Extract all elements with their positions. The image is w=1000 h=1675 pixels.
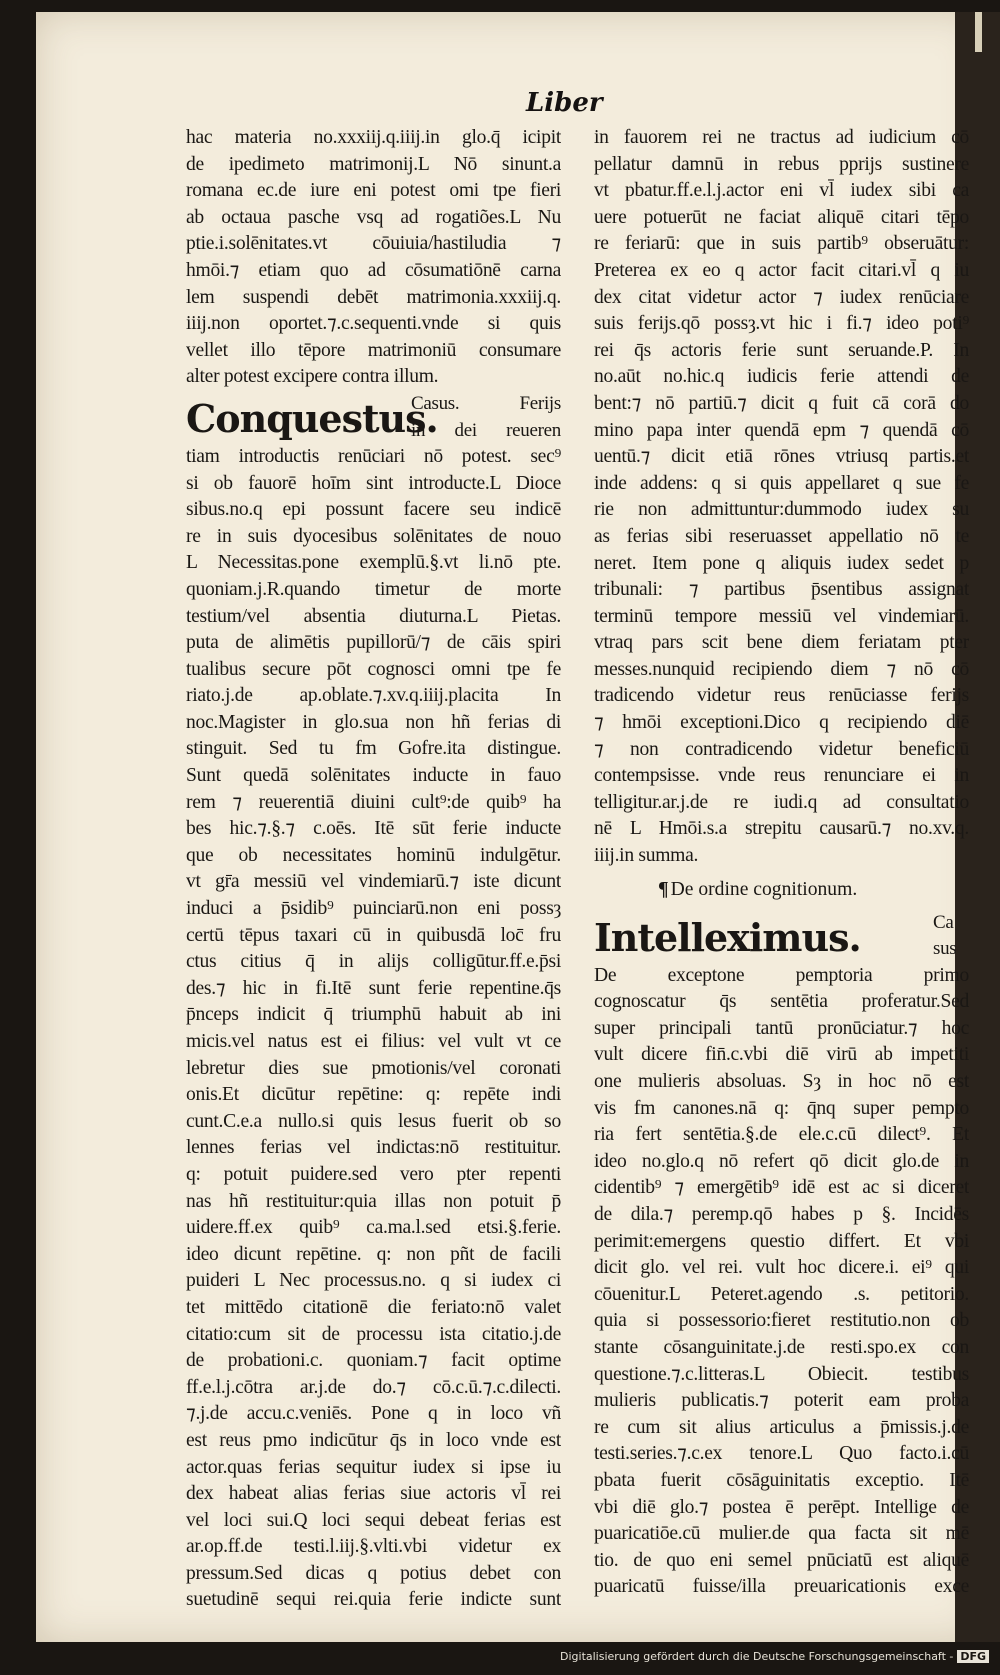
text-line: de dila.⁊ peremp.qō habes p §. Incidēs bbox=[594, 1203, 969, 1225]
left-column bbox=[186, 125, 561, 1614]
page-edge bbox=[975, 12, 982, 52]
text-line: in fauorem rei ne tractus ad iudicium cō bbox=[594, 127, 969, 148]
initial-word-conquestus: Conquestus. bbox=[186, 395, 438, 441]
text-line: que ob necessitates hominū indulgētur. bbox=[186, 844, 561, 866]
text-line: cognoscatur q̄s sentētia proferatur.Sed bbox=[594, 991, 969, 1013]
text-line: quia si possessorio:fieret restitutio.non ob bbox=[594, 1310, 969, 1332]
text-line: alter potest excipere contra illum. bbox=[186, 366, 439, 388]
text-line: mino papa inter quendā epm ⁊ quendā cō bbox=[594, 419, 969, 441]
left-initial-side-note bbox=[411, 391, 561, 444]
text-line: pellatur damnū in rebus pprijs sustinere bbox=[594, 153, 969, 175]
text-line: tiam introductis renūciari nō potest. sec⁹ bbox=[186, 445, 561, 467]
text-line: dex habeat alias ferias siue actoris vl̄ rei bbox=[186, 1483, 561, 1505]
text-line: onis.Et dicūtur repētine: q: repēte indi bbox=[186, 1084, 561, 1106]
text-line: puta de alimētis pupillorū/⁊ de cāis spiri bbox=[186, 632, 561, 654]
text-line: micis.vel natus est ei filius: vel vult vt ce bbox=[186, 1031, 561, 1052]
text-line: hmōi.⁊ etiam quo ad cōsumatiōnē carna bbox=[186, 259, 561, 281]
text-line: est reus pmo indicūtur q̄s in loco vnde est bbox=[186, 1429, 561, 1451]
text-line: bent:⁊ nō partiū.⁊ dicit q fuit cā corā do bbox=[594, 392, 969, 414]
side-line: sus bbox=[933, 938, 957, 960]
text-line: cidentib⁹ ⁊ emergētib⁹ idē est ac si diceret bbox=[594, 1177, 969, 1199]
text-line: riato.j.de ap.oblate.⁊.xv.q.iiij.placita In bbox=[186, 685, 561, 707]
side-line: Casus. Ferijs bbox=[411, 392, 561, 414]
text-line: ⁊.j.de accu.c.veniēs. Pone q in loco vñ bbox=[186, 1403, 561, 1425]
text-line: uidere.ff.ex quib⁹ ca.ma.l.sed etsi.§.ferie. bbox=[186, 1217, 561, 1239]
text-line: cunt.C.e.a nullo.si quis lesus fuerit ob so bbox=[186, 1110, 561, 1132]
text-line: citatio:cum sit de processu ista citatio.j.de bbox=[186, 1323, 561, 1345]
text-line: hac materia no.xxxiij.q.iiij.in glo.q̄ icipit bbox=[186, 127, 561, 148]
text-line: one mulieris absoluas. Sȝ in hoc nō est bbox=[594, 1071, 969, 1092]
text-line: actor.quas ferias sequitur iudex si ipse iu bbox=[186, 1456, 561, 1478]
left-column-intro bbox=[186, 125, 561, 391]
text-line: lem suspendi debēt matrimonia.xxxiij.q. bbox=[186, 286, 561, 308]
text-line: vbi diē glo.⁊ postea ē perēpt. Intellige de bbox=[594, 1496, 969, 1518]
text-line: stante cōsanguinitate.j.de resti.spo.ex con bbox=[594, 1336, 969, 1358]
text-line: tio. de quo eni semel pnūciatū est aliquē bbox=[594, 1549, 969, 1571]
text-line: ideo dicunt repētine. q: non pñt de facili bbox=[186, 1243, 561, 1265]
text-line: vult dicere fin̄.c.vbi diē virū ab impetiti bbox=[594, 1044, 969, 1066]
text-line: neret. Item pone q aliquis iudex sedet p bbox=[594, 552, 969, 574]
text-line: cōuenitur.L Peteret.agendo .s. petitorio. bbox=[594, 1283, 969, 1305]
text-line: suis ferijs.qō possȝ.vt hic i fi.⁊ ideo poti⁹ bbox=[594, 313, 969, 335]
paragraph-mark-icon: ¶ bbox=[658, 878, 669, 900]
text-line: vis fm canones.nā q: q̄nq super pempto bbox=[594, 1097, 969, 1119]
text-line: nas hñ restituitur:quia illas non potuit p̄ bbox=[186, 1190, 561, 1212]
text-line: uere potuerūt ne faciat aliquē citari tēpo bbox=[594, 206, 969, 228]
text-line: messes.nunquid recipiendo diem ⁊ nō cō bbox=[594, 658, 969, 680]
left-initial-block bbox=[186, 391, 561, 444]
text-line: telligitur.ar.j.de re iudi.q ad consultatio bbox=[594, 791, 969, 813]
text-line: ria fert sentētia.§.de ele.c.cū dilect⁹. Et bbox=[594, 1124, 969, 1146]
text-line: perimit:emergens questio differt. Et vbi bbox=[594, 1230, 969, 1252]
text-line: lebretur dies sue pmotionis/vel coronati bbox=[186, 1057, 561, 1079]
right-initial-side-note bbox=[933, 910, 969, 963]
text-line: induci a p̄sidib⁹ puinciarū.non eni possȝ bbox=[186, 898, 561, 920]
text-line: dex citat videtur actor ⁊ iudex renūciare bbox=[594, 286, 969, 308]
text-line: q: potuit puidere.sed vero pter repenti bbox=[186, 1163, 561, 1185]
text-line: L Necessitas.pone exemplū.§.vt li.nō pte. bbox=[186, 552, 561, 574]
text-line: si ob fauorē hoīm sint introducte.L Dioce bbox=[186, 472, 561, 494]
left-column-body bbox=[186, 444, 561, 1614]
text-line: certū tēpus taxari cū in quibusdā loc̄ fru bbox=[186, 924, 561, 946]
text-line: mulieris publicatis.⁊ poterit eam proba bbox=[594, 1390, 969, 1412]
text-line: p̄nceps indicit q̄ triumphū habuit ab ini bbox=[186, 1004, 561, 1026]
text-line: ideo no.glo.q nō refert qō dicit glo.de in bbox=[594, 1150, 969, 1172]
text-line: de ipedimeto matrimonij.L Nō sinunt.a bbox=[186, 153, 561, 175]
footer-text: Digitalisierung gefördert durch die Deutsche Forschungsgemeinschaft - bbox=[560, 1650, 954, 1663]
text-line: lennes ferias vel indictas:nō restituitur. bbox=[186, 1137, 561, 1159]
text-line: ⁊ hmōi exceptioni.Dico q recipiendo diē bbox=[594, 712, 969, 734]
text-line: stinguit. Sed tu fm Gofre.ita distingue. bbox=[186, 738, 561, 760]
text-line: questione.⁊.c.litteras.L Obiecit. testibus bbox=[594, 1363, 969, 1385]
text-line: pbata fuerit cōsāguinitatis exceptio. Itē bbox=[594, 1469, 969, 1491]
text-line: ff.e.l.j.cōtra ar.j.de do.⁊ cō.c.ū.⁊.c.dilecti. bbox=[186, 1376, 561, 1398]
text-line: iiij.non oportet.⁊.c.sequenti.vnde si quis bbox=[186, 313, 561, 335]
text-line: tualibus secure pōt cognosci omni tpe fe bbox=[186, 658, 561, 680]
right-column bbox=[594, 125, 969, 1601]
right-column-intro bbox=[594, 125, 969, 870]
text-line: noc.Magister in glo.sua non hñ ferias di bbox=[186, 711, 561, 733]
text-line: testi.series.⁊.c.ex tenore.L Quo facto.i.cū bbox=[594, 1443, 969, 1465]
text-line: des.⁊ hic in fi.Itē sunt ferie repentine.q̄s bbox=[186, 977, 561, 999]
right-initial-block bbox=[594, 910, 969, 963]
text-line: terminū tempore messiū vel vindemiarū. bbox=[594, 605, 969, 627]
text-line: contempsisse. vnde reus renunciare ei in bbox=[594, 765, 969, 787]
text-line: vt gr̄a messiū vel vindemiarū.⁊ iste dicunt bbox=[186, 871, 561, 893]
text-line: uentū.⁊ dicit etiā rōnes vtriusq partis.et bbox=[594, 446, 969, 468]
text-line: super principali tantū pronūciatur.⁊ hoc bbox=[594, 1017, 969, 1039]
text-line: suetudinē sequi rei.quia ferie indicte sunt bbox=[186, 1589, 561, 1611]
text-line: De exceptone pemptoria primo bbox=[594, 964, 969, 986]
rubric-text: De ordine cognitionum. bbox=[670, 878, 858, 900]
text-line: sibus.no.q epi possunt facere seu indicē bbox=[186, 499, 561, 521]
text-line: ab octaua pasche vsq ad rogatiões.L Nu bbox=[186, 206, 561, 228]
text-line: dicit glo. vel rei. vult hoc dicere.i. ei⁹ qui bbox=[594, 1257, 969, 1279]
text-line: romana ec.de iure eni potest omi tpe fieri bbox=[186, 180, 561, 202]
text-line: de probationi.c. quoniam.⁊ facit optime bbox=[186, 1350, 561, 1372]
side-line: Ca bbox=[933, 911, 954, 933]
text-line: puideri L Nec processus.no. q si iudex ci bbox=[186, 1270, 561, 1292]
text-line: pressum.Sed dicas q potius debet con bbox=[186, 1562, 561, 1584]
digitization-footer bbox=[560, 1650, 989, 1663]
text-line: rei q̄s actoris ferie sunt seruande.P. In bbox=[594, 339, 969, 361]
text-line: rem ⁊ reuerentiā diuini cult⁹:de quib⁹ ha bbox=[186, 791, 561, 813]
text-line: Sunt quedā solēnitates inducte in fauo bbox=[186, 765, 561, 787]
text-line: re cum sit alius articulus a p̄missis.j.de bbox=[594, 1416, 969, 1438]
text-line: rie non admittuntur:dummodo iudex su bbox=[594, 499, 969, 521]
right-column-body bbox=[594, 963, 969, 1601]
text-line: re feriarū: que in suis partib⁹ obseruātur: bbox=[594, 233, 969, 255]
text-line: puaricatiōe.cū mulier.de qua facta sit mē bbox=[594, 1523, 969, 1545]
text-line: tradicendo videtur reus renūciasse ferijs bbox=[594, 685, 969, 707]
dfg-logo: DFG bbox=[957, 1650, 989, 1663]
text-line: ⁊ non contradicendo videtur beneficiū bbox=[594, 738, 969, 760]
text-line: Preterea ex eo q actor facit citari.vl̄ q iu bbox=[594, 259, 969, 281]
text-line: tet mittēdo citationē die feriato:nō valet bbox=[186, 1296, 561, 1318]
text-line: no.aūt no.hic.q iudicis ferie attendi de bbox=[594, 366, 969, 388]
text-line: vtraq pars scit bene diem feriatam pter bbox=[594, 632, 969, 654]
text-line: ar.op.ff.de testi.l.iij.§.vlti.vbi videtur ex bbox=[186, 1536, 561, 1558]
text-line: vel loci sui.Q loci sequi debeat ferias est bbox=[186, 1509, 561, 1531]
running-head: Liber bbox=[526, 88, 603, 118]
text-line: ptie.i.solēnitates.vt cōuiuia/hastiludia ⁊ bbox=[186, 233, 561, 255]
text-line: vellet illo tēpore matrimoniū consumare bbox=[186, 339, 561, 361]
text-line: testium/vel absentia diuturna.L Pietas. bbox=[186, 605, 561, 627]
text-line: vt pbatur.ff.e.l.j.actor eni vl̄ iudex sibi ca bbox=[594, 180, 969, 202]
text-line: re in suis dyocesibus solēnitates de nouo bbox=[186, 525, 561, 547]
section-rubric bbox=[594, 870, 969, 910]
text-line: ctus citius q̄ in alijs colligūtur.ff.e.p̄si bbox=[186, 951, 561, 973]
text-line: as ferias sibi reseruasset appellatio nō te bbox=[594, 525, 969, 547]
initial-word-intelleximus: Intelleximus. bbox=[594, 914, 861, 960]
text-line: tribunali: ⁊ partibus p̄sentibus assignat bbox=[594, 579, 969, 601]
text-line: iiij.in summa. bbox=[594, 845, 699, 867]
text-line: quoniam.j.R.quando timetur de morte bbox=[186, 578, 561, 600]
text-line: inde addens: q si quis appellaret q sue fe bbox=[594, 472, 969, 494]
text-line: nē L Hmōi.s.a strepitu causarū.⁊ no.xv.q. bbox=[594, 818, 969, 840]
text-line: bes hic.⁊.§.⁊ c.oēs. Itē sūt ferie inducte bbox=[186, 818, 561, 840]
text-line: puaricatū fuisse/illa preuaricationis exce bbox=[594, 1576, 969, 1598]
side-line: in dei reueren bbox=[411, 419, 561, 441]
